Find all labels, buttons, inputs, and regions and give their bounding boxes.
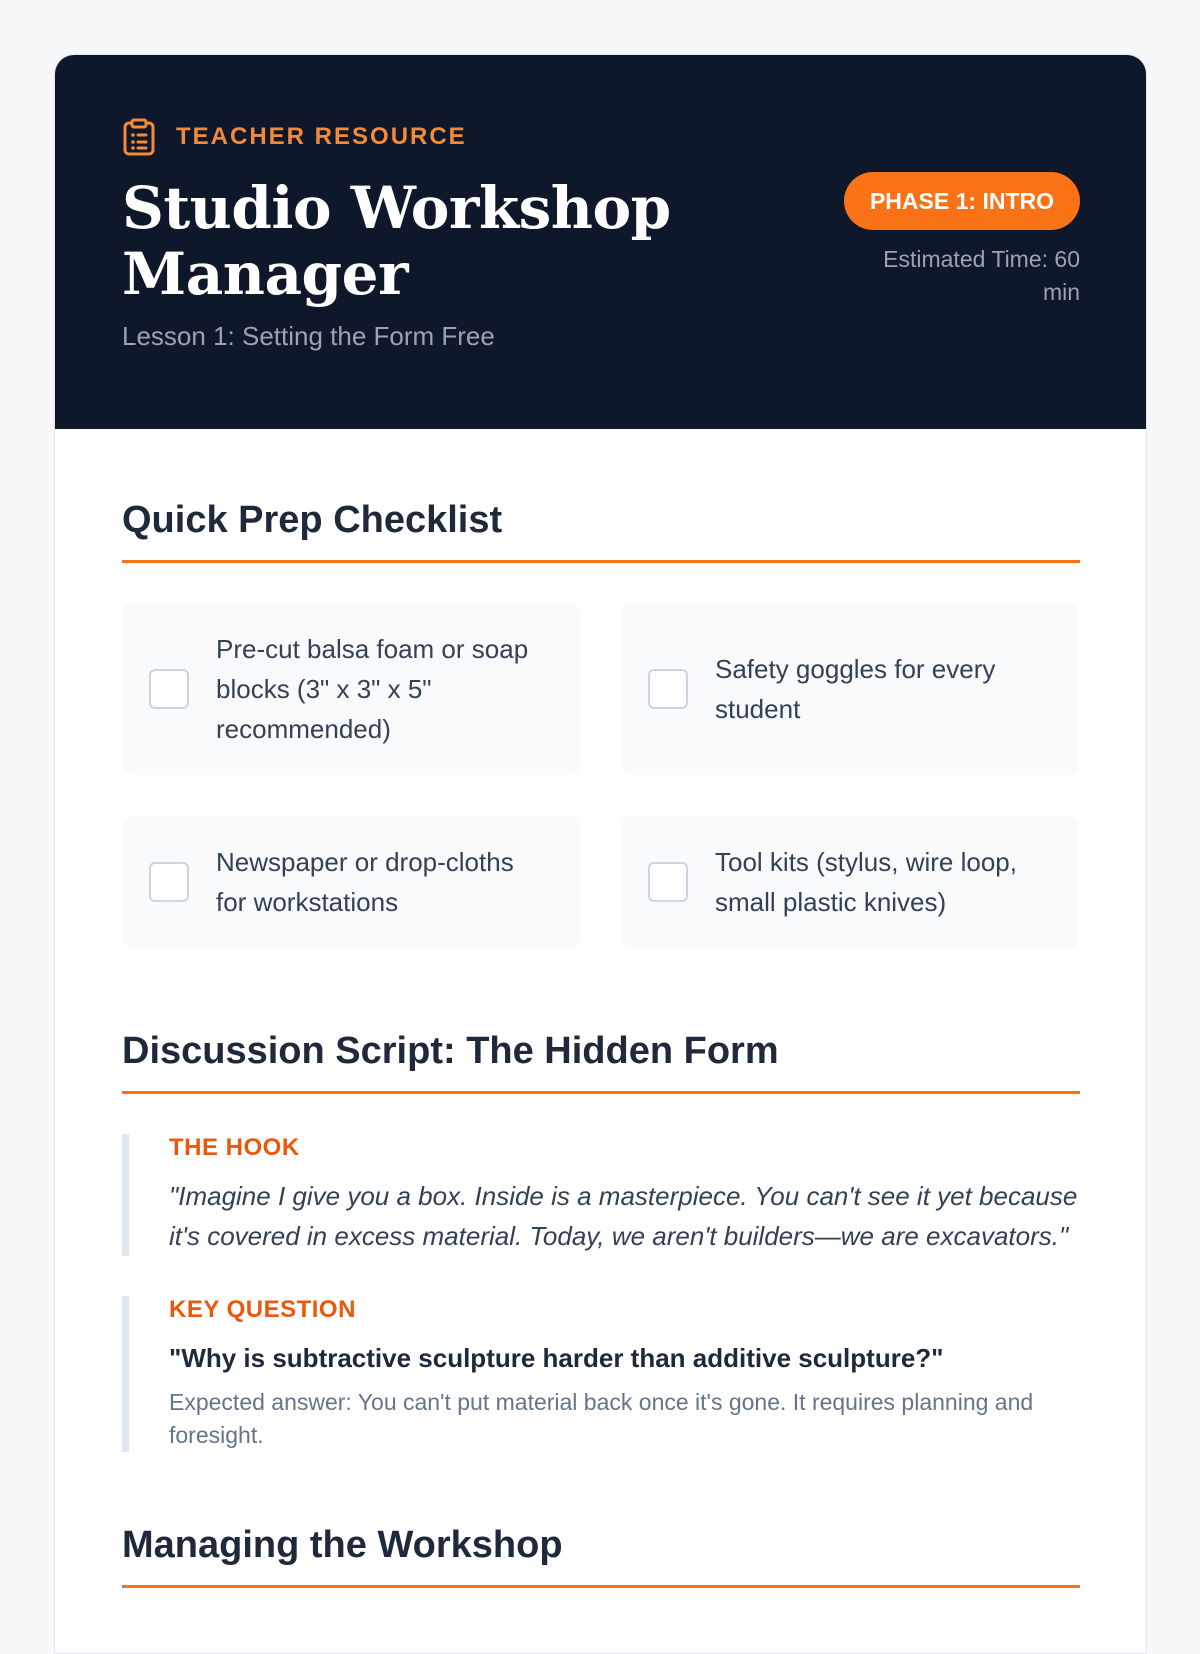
key-question-text: "Why is subtractive sculpture harder than additive sculpture?" <box>169 1343 944 1373</box>
lesson-content <box>55 499 1146 1588</box>
checkbox[interactable] <box>149 669 189 709</box>
hook-text: "Imagine I give you a box. Inside is a masterpiece. You can't see it yet because it's covered in excess material. Today, we aren't builders—we are excavators." <box>169 1181 1078 1251</box>
clipboard-icon <box>122 118 156 156</box>
eyebrow-label: TEACHER RESOURCE <box>176 123 467 150</box>
checklist-title: Quick Prep Checklist <box>122 499 1080 563</box>
workshop-section-title: Managing the Workshop <box>122 1524 1080 1588</box>
checklist-item-label: Safety goggles for every student <box>715 654 996 724</box>
hook-block <box>122 1134 1080 1256</box>
estimated-time: Estimated Time: 60 min <box>883 246 1080 305</box>
checkbox[interactable] <box>648 862 688 902</box>
expected-answer: Expected answer: You can't put material back once it's gone. It requires planning and foresight. <box>169 1389 1034 1448</box>
checkbox[interactable] <box>149 862 189 902</box>
key-question-block <box>122 1296 1080 1452</box>
checklist-item-label: Tool kits (stylus, wire loop, small plastic knives) <box>715 847 1017 917</box>
discussion-title: Discussion Script: The Hidden Form <box>122 1030 1080 1094</box>
eyebrow <box>122 117 1080 157</box>
hook-label: THE HOOK <box>169 1134 300 1161</box>
checklist-item-label: Pre-cut balsa foam or soap blocks (3" x 3" x 5" recommended) <box>216 634 529 744</box>
checklist-item[interactable] <box>122 603 580 775</box>
lesson-card <box>54 54 1147 1654</box>
checkbox[interactable] <box>648 669 688 709</box>
checklist-item-label: Newspaper or drop-cloths for workstations <box>216 847 514 917</box>
checklist-item[interactable] <box>621 816 1079 948</box>
key-question-label: KEY QUESTION <box>169 1296 356 1323</box>
lesson-subtitle: Lesson 1: Setting the Form Free <box>122 321 495 351</box>
lesson-header <box>55 55 1146 429</box>
checklist-item[interactable] <box>621 603 1079 775</box>
checklist-item[interactable] <box>122 816 580 948</box>
phase-badge: PHASE 1: INTRO <box>844 172 1080 230</box>
prep-checklist <box>122 603 1080 948</box>
page-title: Studio Workshop Manager <box>122 174 671 308</box>
